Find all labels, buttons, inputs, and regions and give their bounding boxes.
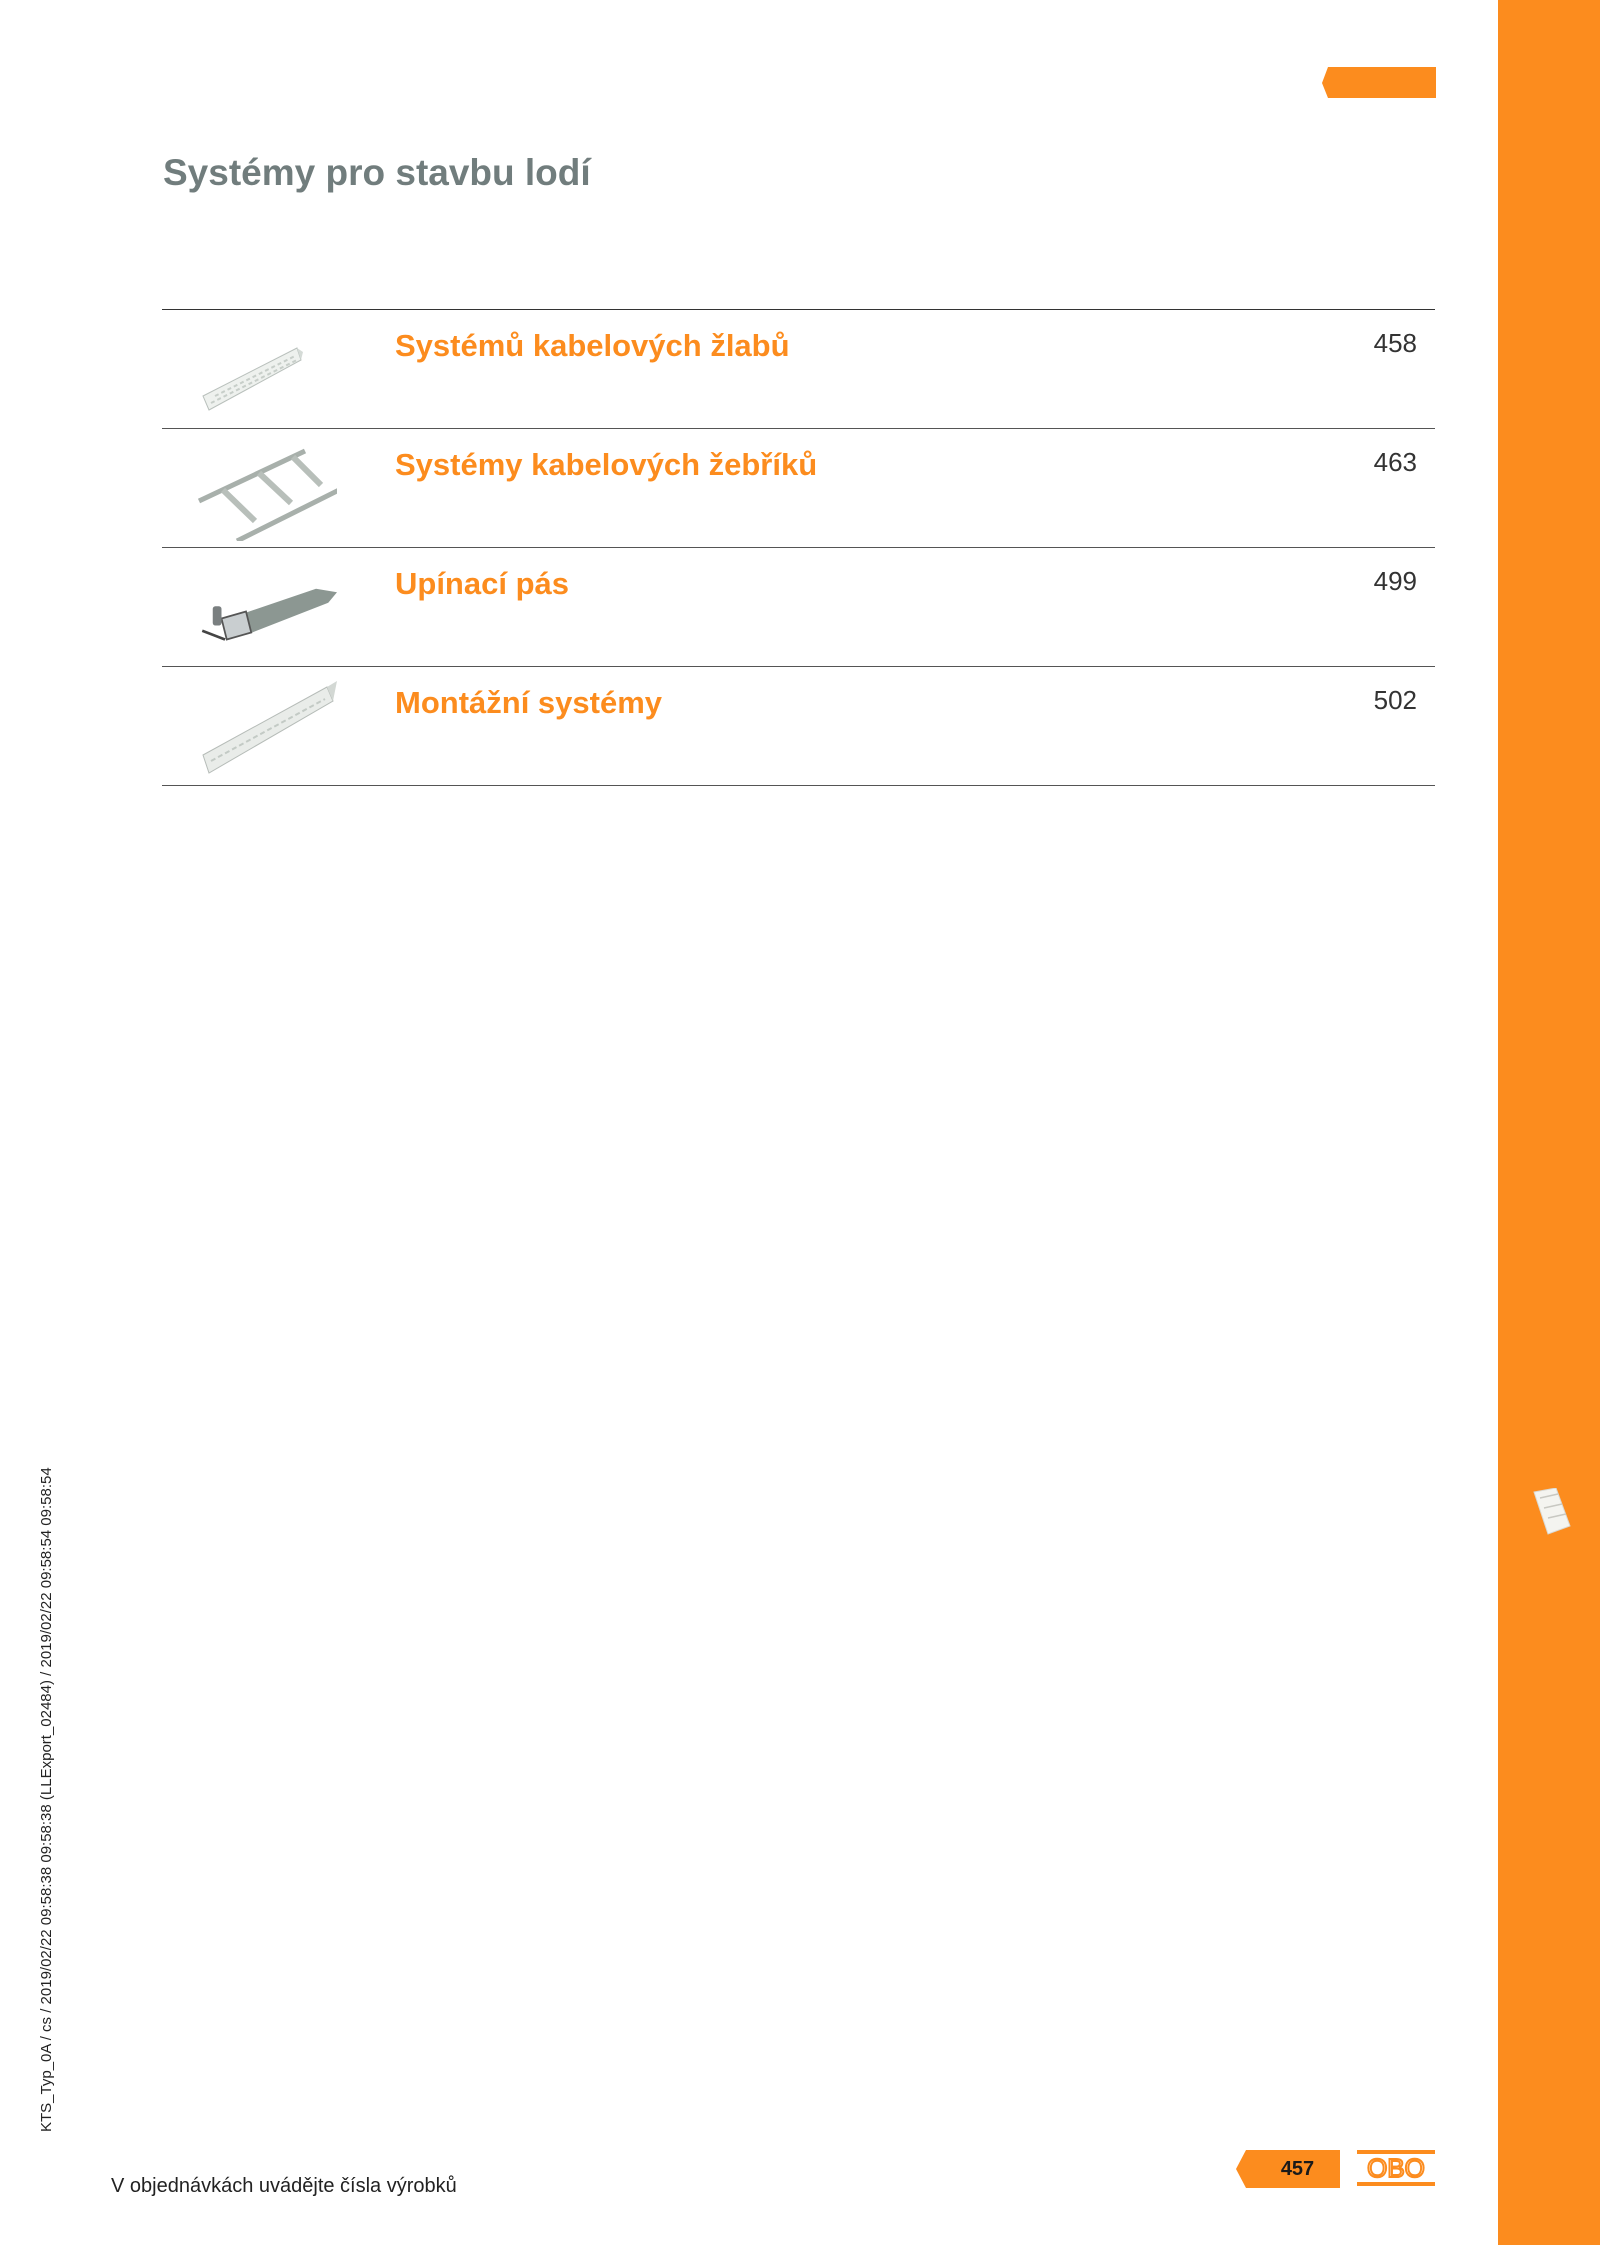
sidebar-cable-tray-icon [1532,1488,1572,1536]
cable-tray-icon [197,318,337,422]
toc-link-cable-trays[interactable]: Systémů kabelových žlabů [395,328,790,363]
clamping-strap-icon [197,556,337,660]
toc-row-cable-trays[interactable] [162,310,1435,429]
toc-page-number: 463 [1373,447,1417,477]
mounting-rail-icon [197,675,337,779]
page-title: Systémy pro stavbu lodí [163,152,591,193]
orange-sidebar [1498,0,1600,2245]
toc-page-number: 458 [1373,328,1417,358]
toc-link-mounting-systems[interactable]: Montážní systémy [395,685,663,720]
svg-text:OBO: OBO [1367,2153,1425,2183]
footer-note: V objednávkách uvádějte čísla výrobků [111,2175,457,2197]
toc-row-cable-ladders[interactable] [162,429,1435,548]
toc-link-clamping-strap[interactable]: Upínací pás [395,566,569,601]
toc-row-clamping-strap[interactable] [162,548,1435,667]
toc-page-number: 502 [1373,685,1417,715]
toc-row-mounting-systems[interactable] [162,667,1435,786]
table-of-contents [162,309,1435,786]
toc-page-number: 499 [1373,566,1417,596]
cable-ladder-icon [197,437,337,541]
toc-link-cable-ladders[interactable]: Systémy kabelových žebříků [395,447,818,482]
print-metadata: KTS_Typ_0A / cs / 2019/02/22 09:58:38 09:58:38 (LLExport_02484) / 2019/02/22 09:58:54 09:58:54 [38,1467,55,2132]
section-tab [1322,67,1436,98]
page-number: 457 [1280,2158,1315,2180]
obo-logo [1357,2149,1435,2187]
